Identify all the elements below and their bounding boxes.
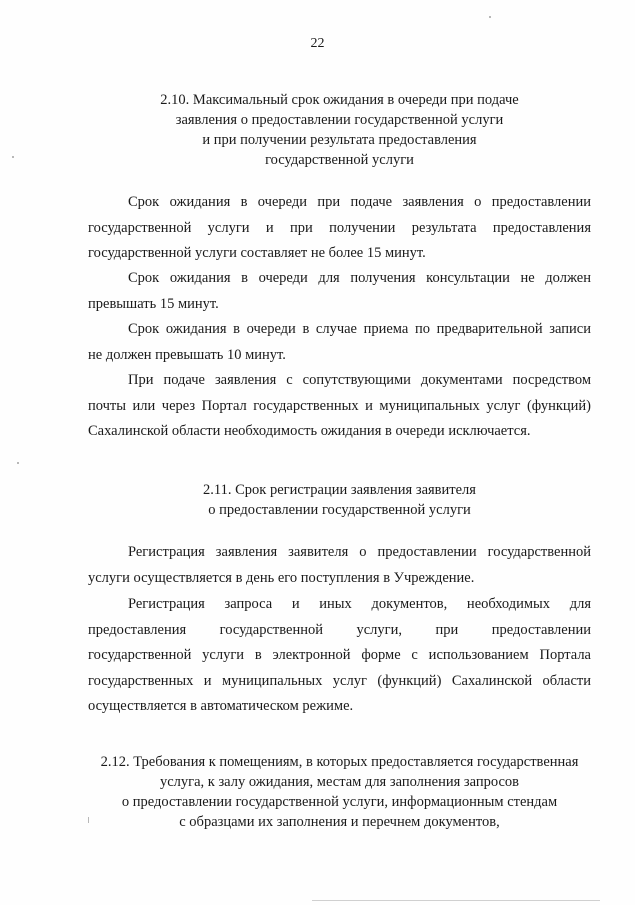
paragraph-line: Срок ожидания в очереди при подаче заявления о предоставлении: [128, 194, 591, 210]
paragraph-line: Срок ожидания в очереди для получения консультации не должен: [128, 270, 591, 286]
paragraph-line: услуги осуществляется в день его поступления в Учреждение.: [88, 569, 475, 586]
heading-line: 2.12. Требования к помещениям, в которых предоставляется государственная: [100, 754, 579, 770]
page-number: 22: [310, 36, 325, 51]
heading-line: услуга, к залу ожидания, местам для заполнения запросов: [159, 774, 520, 790]
heading-line: с образцами их заполнения и перечнем документов,: [179, 814, 500, 830]
paragraph-line: превышать 15 минут.: [88, 295, 219, 312]
section-2-12-heading: [88, 752, 591, 832]
scan-edge-line: [312, 900, 600, 901]
paragraph-line: При подаче заявления с сопутствующими документами посредством: [128, 372, 591, 388]
paragraph-queue-wait-time: [88, 190, 591, 267]
paragraph-line: осуществляется в автоматическом режиме.: [88, 698, 354, 714]
section-2-11-heading: [88, 480, 591, 520]
paragraph-line: государственной услуги составляет не более 15 минут.: [88, 245, 426, 261]
paragraph-line: государственной услуги в электронной форме с использованием Портала: [88, 647, 591, 663]
heading-line: заявления о предоставлении государственной услуги: [175, 112, 504, 128]
scan-speck: [88, 817, 89, 823]
paragraph-line: государственной услуги и при получении результата предоставления: [88, 219, 591, 236]
paragraph-line: Регистрация заявления заявителя о предоставлении государственной: [128, 544, 591, 560]
paragraph-line: не должен превышать 10 минут.: [88, 346, 286, 363]
scan-speck: [489, 16, 491, 18]
paragraph-line: государственных и муниципальных услуг (функций) Сахалинской области: [88, 672, 591, 689]
paragraph-line: Регистрация запроса и иных документов, необходимых для: [128, 596, 591, 612]
paragraph-electronic-registration: [88, 592, 591, 720]
paragraph-appointment-wait: [88, 317, 591, 368]
paragraph-registration-day: [88, 540, 591, 591]
heading-line: 2.11. Срок регистрации заявления заявителя: [203, 482, 476, 498]
heading-line: 2.10. Максимальный срок ожидания в очереди при подаче: [160, 92, 519, 108]
heading-line: о предоставлении государственной услуги: [208, 502, 471, 518]
paragraph-line: Срок ожидания в очереди в случае приема по предварительной записи: [128, 321, 591, 337]
section-2-10-heading: [88, 90, 591, 170]
heading-line: о предоставлении государственной услуги, информационным стендам: [121, 794, 558, 810]
scan-speck: [12, 156, 14, 158]
paragraph-mail-portal: [88, 368, 591, 445]
paragraph-line: почты или через Портал государственных и муниципальных услуг (функций): [88, 397, 591, 414]
paragraph-consultation-wait: [88, 266, 591, 317]
paragraph-line: предоставления государственной услуги, при предоставлении: [88, 621, 591, 638]
scan-speck: [17, 462, 19, 464]
paragraph-line: Сахалинской области необходимость ожидания в очереди исключается.: [88, 423, 531, 439]
heading-line: и при получении результата предоставления: [202, 132, 477, 148]
heading-line: государственной услуги: [265, 152, 414, 168]
